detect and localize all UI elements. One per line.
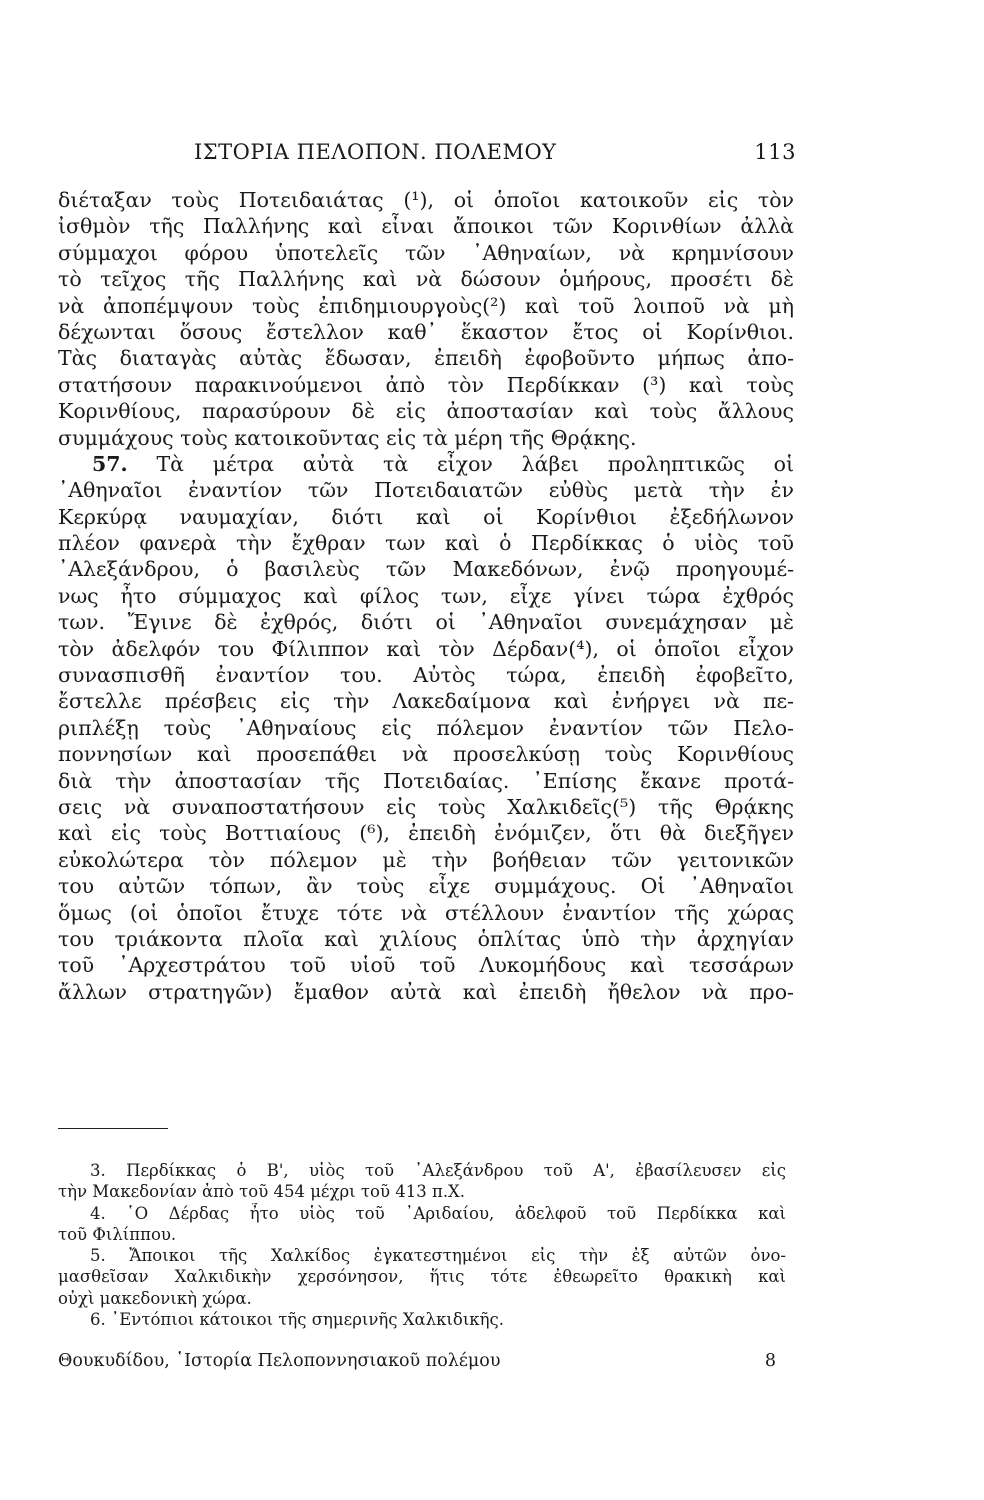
text-line: ἄλλων στρατηγῶν) ἔμαθον αὐτὰ καὶ ἐπειδὴ ἤθελον νὰ προ- — [58, 979, 794, 1004]
text-line: των. Ἔγινε δὲ ἐχθρός, διότι οἱ ᾿Αθηναῖοι συνεμάχησαν μὲ — [58, 610, 794, 635]
text-line: τὸ τεῖχος τῆς Παλλήνης καὶ νὰ δώσουν ὁμήρους, προσέτι δὲ — [58, 267, 794, 292]
text-line: σύμμαχοι φόρου ὑποτελεῖς τῶν ᾿Αθηναίων, νὰ κρημνίσουν — [58, 240, 794, 265]
text-line: ποννησίων καὶ προσεπάθει νὰ προσελκύσῃ τοὺς Κορινθίους — [58, 742, 794, 767]
text-line: συμμάχους τοὺς κατοικοῦντας εἰς τὰ μέρη τῆς Θρᾴκης. — [58, 425, 637, 450]
footnote-line: 3. Περδίκκας ὁ Β', υἱὸς τοῦ ᾿Αλεξάνδρου τοῦ Α', ἐβασίλευσεν εἰς — [90, 1161, 786, 1180]
text-line: καὶ εἰς τοὺς Βοττιαίους (⁶), ἐπειδὴ ἐνόμιζεν, ὅτι θὰ διεξῆγεν — [58, 821, 794, 846]
page-header — [60, 140, 796, 168]
paragraph-57-first-line — [58, 451, 794, 477]
footnote-rule — [58, 1128, 168, 1129]
text-line: τὸν ἀδελφόν του Φίλιππον καὶ τὸν Δέρδαν(⁴), οἱ ὁποῖοι εἶχον — [58, 636, 794, 661]
footnote-line: 6. ᾿Εντόπιοι κάτοικοι τῆς σημερινῆς Χαλκιδικῆς. — [90, 1310, 504, 1330]
text-line: του αὐτῶν τόπων, ἂν τοὺς εἶχε συμμάχους. Οἱ ᾿Αθηναῖοι — [58, 874, 794, 899]
page-number: 113 — [754, 140, 796, 164]
running-title: ΙΣΤΟΡΙΑ ΠΕΛΟΠΟΝ. ΠΟΛΕΜΟΥ — [194, 140, 557, 164]
text-line: Κερκύρᾳ ναυμαχίαν, διότι καὶ οἱ Κορίνθιοι ἐξεδήλωνον — [58, 504, 794, 529]
footer-source: Θουκυδίδου, ῾Ιστορία Πελοποννησιακοῦ πολέμου — [58, 1351, 501, 1371]
text-line: Τὰς διαταγὰς αὐτὰς ἔδωσαν, ἐπειδὴ ἐφοβοῦντο μήπως ἀπο- — [58, 346, 794, 371]
signature-mark: 8 — [764, 1351, 776, 1371]
footnote-line: 5. Ἄποικοι τῆς Χαλκίδος ἐγκατεστημένοι εἰς τὴν ἐξ αὐτῶν ὀνο- — [90, 1246, 786, 1266]
main-text — [58, 187, 794, 1005]
footnotes — [58, 1160, 786, 1330]
text-line: ᾿Αθηναῖοι ἐναντίον τῶν Ποτειδαιατῶν εὐθὺς μετὰ τὴν ἐν — [58, 478, 794, 503]
text-line: ᾿Αλεξάνδρου, ὁ βασιλεὺς τῶν Μακεδόνων, ἐνῷ προηγουμέ- — [58, 557, 794, 582]
text-line: διὰ τὴν ἀποστασίαν τῆς Ποτειδαίας. ᾿Επίσης ἔκανε προτά- — [58, 768, 794, 793]
text-line: εὐκολώτερα τὸν πόλεμον μὲ τὴν βοήθειαν τῶν γειτονικῶν — [58, 847, 794, 872]
text-line: ριπλέξῃ τοὺς ᾿Αθηναίους εἰς πόλεμον ἐναντίον τῶν Πελο- — [58, 715, 794, 740]
page-footer — [58, 1351, 776, 1375]
text-line: νὰ ἀποπέμψουν τοὺς ἐπιδημιουργοὺς(²) καὶ τοῦ λοιποῦ νὰ μὴ — [58, 293, 794, 318]
text-line: ἔστελλε πρέσβεις εἰς τὴν Λακεδαίμονα καὶ ἐνήργει νὰ πε- — [58, 689, 794, 714]
paragraph-number: 57. — [92, 451, 128, 476]
footnote-line: οὐχὶ μακεδονικὴ χώρα. — [58, 1288, 252, 1308]
text-line: συνασπισθῆ ἐναντίον του. Αὐτὸς τώρα, ἐπειδὴ ἐφοβεῖτο, — [58, 663, 794, 688]
text-line: ἰσθμὸν τῆς Παλλήνης καὶ εἶναι ἄποικοι τῶν Κορινθίων ἀλλὰ — [58, 214, 794, 239]
footnote-line: μασθεῖσαν Χαλκιδικὴν χερσόνησον, ἥτις τότε ἐθεωρεῖτο θρακικὴ καὶ — [58, 1267, 786, 1287]
text-line: Τὰ μέτρα αὐτὰ τὰ εἶχον λάβει προληπτικῶς οἱ — [156, 451, 794, 476]
footnote-line: τοῦ Φιλίππου. — [58, 1224, 177, 1244]
text-line: Κορινθίους, παρασύρουν δὲ εἰς ἀποστασίαν καὶ τοὺς ἄλλους — [58, 399, 794, 424]
text-line: νως ἦτο σύμμαχος καὶ φίλος των, εἶχε γίνει τώρα ἐχθρός — [58, 583, 794, 608]
text-line: διέταξαν τοὺς Ποτειδαιάτας (¹), οἱ ὁποῖοι κατοικοῦν εἰς τὸν — [58, 188, 794, 212]
text-line: του τριάκοντα πλοῖα καὶ χιλίους ὁπλίτας ὑπὸ τὴν ἀρχηγίαν — [58, 926, 794, 951]
text-line: πλέον φανερὰ τὴν ἔχθραν των καὶ ὁ Περδίκκας ὁ υἱὸς τοῦ — [58, 531, 794, 556]
text-line: δέχωνται ὅσους ἔστελλον καθ᾿ ἕκαστον ἔτος οἱ Κορίνθιοι. — [58, 319, 794, 344]
footnote-line: τὴν Μακεδονίαν ἀπὸ τοῦ 454 μέχρι τοῦ 413 π.Χ. — [58, 1182, 466, 1202]
text-line: ὅμως (οἱ ὁποῖοι ἔτυχε τότε νὰ στέλλουν ἐναντίον τῆς χώρας — [58, 900, 794, 925]
footnote-line: 4. ῾Ο Δέρδας ἦτο υἱὸς τοῦ ᾿Αριδαίου, ἀδελφοῦ τοῦ Περδίκκα καὶ — [90, 1203, 786, 1223]
text-line: σεις νὰ συναποστατήσουν εἰς τοὺς Χαλκιδεῖς(⁵) τῆς Θρᾴκης — [58, 794, 794, 819]
text-line: στατήσουν παρακινούμενοι ἀπὸ τὸν Περδίκκαν (³) καὶ τοὺς — [58, 372, 794, 397]
text-line: τοῦ ᾿Αρχεστράτου τοῦ υἱοῦ τοῦ Λυκομήδους καὶ τεσσάρων — [58, 953, 794, 978]
